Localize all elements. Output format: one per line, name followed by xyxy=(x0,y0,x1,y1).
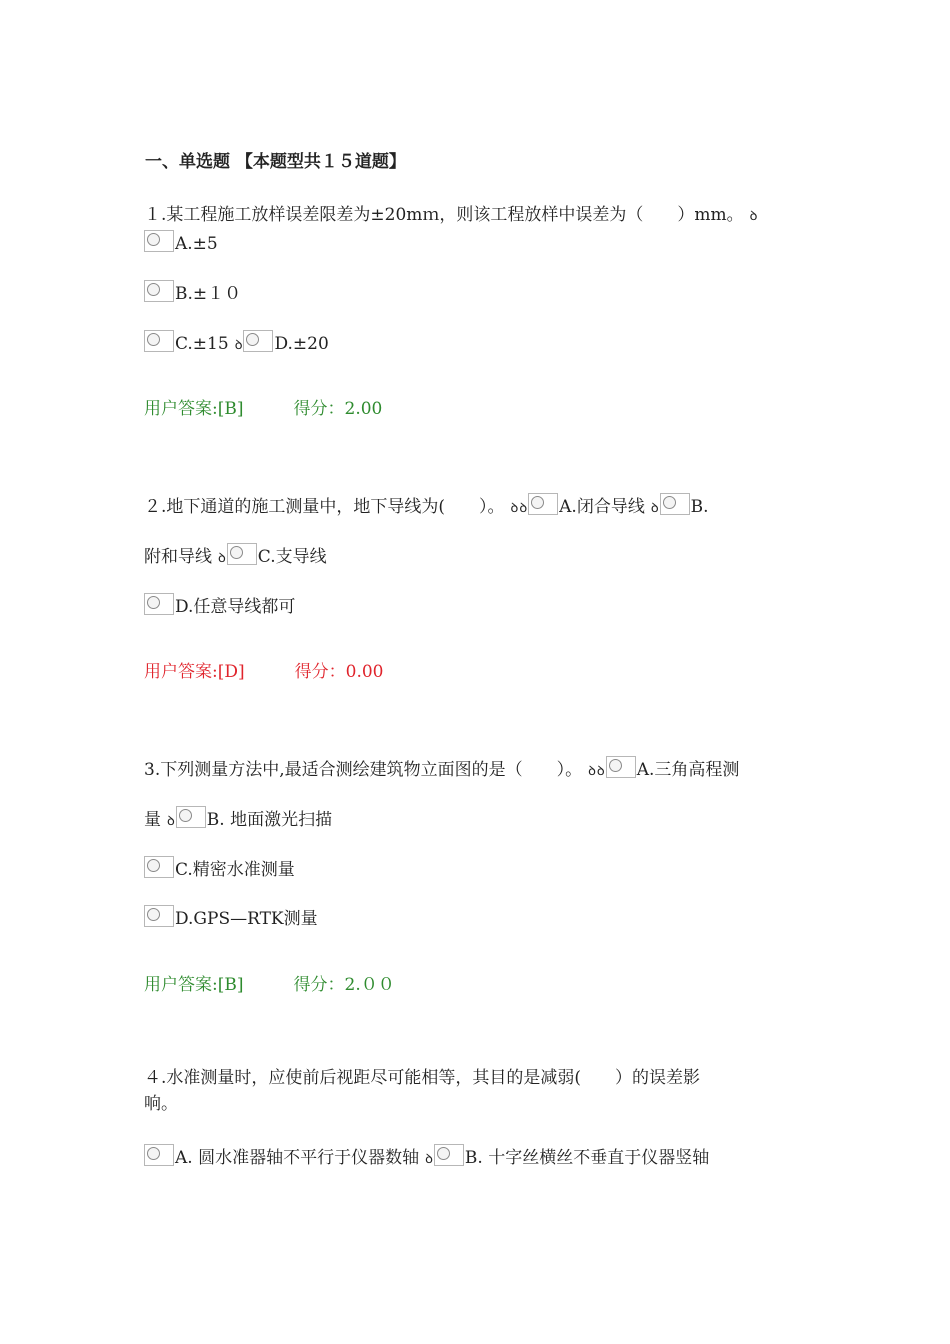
radio-icon[interactable] xyxy=(660,493,690,515)
option-label: B. 地面激光扫描 xyxy=(206,810,333,830)
radio-icon[interactable] xyxy=(528,493,558,515)
user-answer: 用户答案:[D] xyxy=(144,662,245,682)
option-label: A. 圆水准器轴不平行于仪器数轴 xyxy=(175,1148,420,1168)
option-label: A.±5 xyxy=(175,234,218,254)
radio-icon[interactable] xyxy=(144,330,174,352)
question-1-result xyxy=(144,397,382,421)
question-3-options-line xyxy=(144,806,332,834)
question-4-options-line xyxy=(144,1144,709,1172)
option-label: D.GPS—RTK测量 xyxy=(175,909,318,929)
option-label: C.精密水准测量 xyxy=(175,860,295,880)
radio-icon[interactable] xyxy=(144,905,174,927)
radio-icon[interactable] xyxy=(144,280,174,302)
option-label: C.支导线 xyxy=(257,547,327,567)
score: 得分：2.00 xyxy=(293,399,383,419)
question-4-stem xyxy=(144,1066,700,1090)
radio-icon[interactable] xyxy=(144,1144,174,1166)
paragraph-mark-icon: ꝺ xyxy=(519,501,528,516)
question-3-stem xyxy=(144,756,739,784)
radio-icon[interactable] xyxy=(144,230,174,252)
question-3-option-d[interactable] xyxy=(144,905,318,931)
score: 得分：0.00 xyxy=(294,662,384,682)
user-answer: 用户答案:[B] xyxy=(144,975,244,995)
radio-icon[interactable] xyxy=(434,1144,464,1166)
question-2-result xyxy=(144,660,383,684)
radio-icon[interactable] xyxy=(144,856,174,878)
question-1-stem xyxy=(144,203,758,229)
question-2-option-d[interactable] xyxy=(144,593,295,619)
paragraph-mark-icon: ꝺ xyxy=(234,338,243,353)
radio-icon[interactable] xyxy=(243,330,273,352)
question-4-text-cont: 响。 xyxy=(144,1094,178,1114)
question-3-option-c[interactable] xyxy=(144,856,295,882)
option-label: B. xyxy=(690,497,709,517)
radio-icon[interactable] xyxy=(227,543,257,565)
paragraph-mark-icon: ꝺ xyxy=(167,814,175,829)
paragraph-mark-icon: ꝺ xyxy=(510,501,519,516)
option-label: C.±15 xyxy=(175,334,229,354)
radio-icon[interactable] xyxy=(176,806,206,828)
paragraph-mark-icon: ꝺ xyxy=(425,1152,433,1167)
option-label: A.闭合导线 xyxy=(559,497,645,517)
option-label: D.±20 xyxy=(274,334,329,354)
paragraph-mark-icon: ꝺ xyxy=(749,209,758,224)
question-1-option-a[interactable] xyxy=(144,230,218,256)
paragraph-mark-icon: ꝺ xyxy=(218,551,226,566)
question-2-options-line xyxy=(144,543,327,571)
option-label: A.三角高程测 xyxy=(636,760,740,780)
question-4-text: ４.水准测量时，应使前后视距尽可能相等，其目的是减弱( ）的误差影 xyxy=(144,1068,701,1088)
paragraph-mark-icon: ꝺ xyxy=(596,764,605,779)
option-label: B.±１０ xyxy=(175,284,242,304)
question-2-stem xyxy=(144,493,709,521)
radio-icon[interactable] xyxy=(606,756,636,778)
section-heading: 一、单选题 【本题型共１５道题】 xyxy=(145,152,406,172)
question-1-option-b[interactable] xyxy=(144,280,241,306)
option-label: 量 xyxy=(144,810,161,830)
radio-icon[interactable] xyxy=(144,593,174,615)
paragraph-mark-icon: ꝺ xyxy=(650,501,659,516)
question-2-text: ２.地下通道的施工测量中，地下导线为( ）。 xyxy=(144,497,505,517)
question-4-stem-cont xyxy=(144,1092,178,1116)
option-label: 附和导线 xyxy=(144,547,212,567)
score: 得分：2.００ xyxy=(293,975,395,995)
option-label: B. 十字丝横丝不垂直于仪器竖轴 xyxy=(464,1148,710,1168)
question-3-text: 3.下列测量方法中,最适合测绘建筑物立面图的是（ ）。 xyxy=(144,760,583,780)
question-1-options-cd xyxy=(144,330,329,358)
paragraph-mark-icon: ꝺ xyxy=(588,764,596,779)
user-answer: 用户答案:[B] xyxy=(144,399,244,419)
question-3-result xyxy=(144,973,395,997)
option-label: D.任意导线都可 xyxy=(175,597,296,617)
question-1-text: １.某工程施工放样误差限差为±20mｍ，则该工程放样中误差为（ ）mm。 xyxy=(144,205,744,225)
